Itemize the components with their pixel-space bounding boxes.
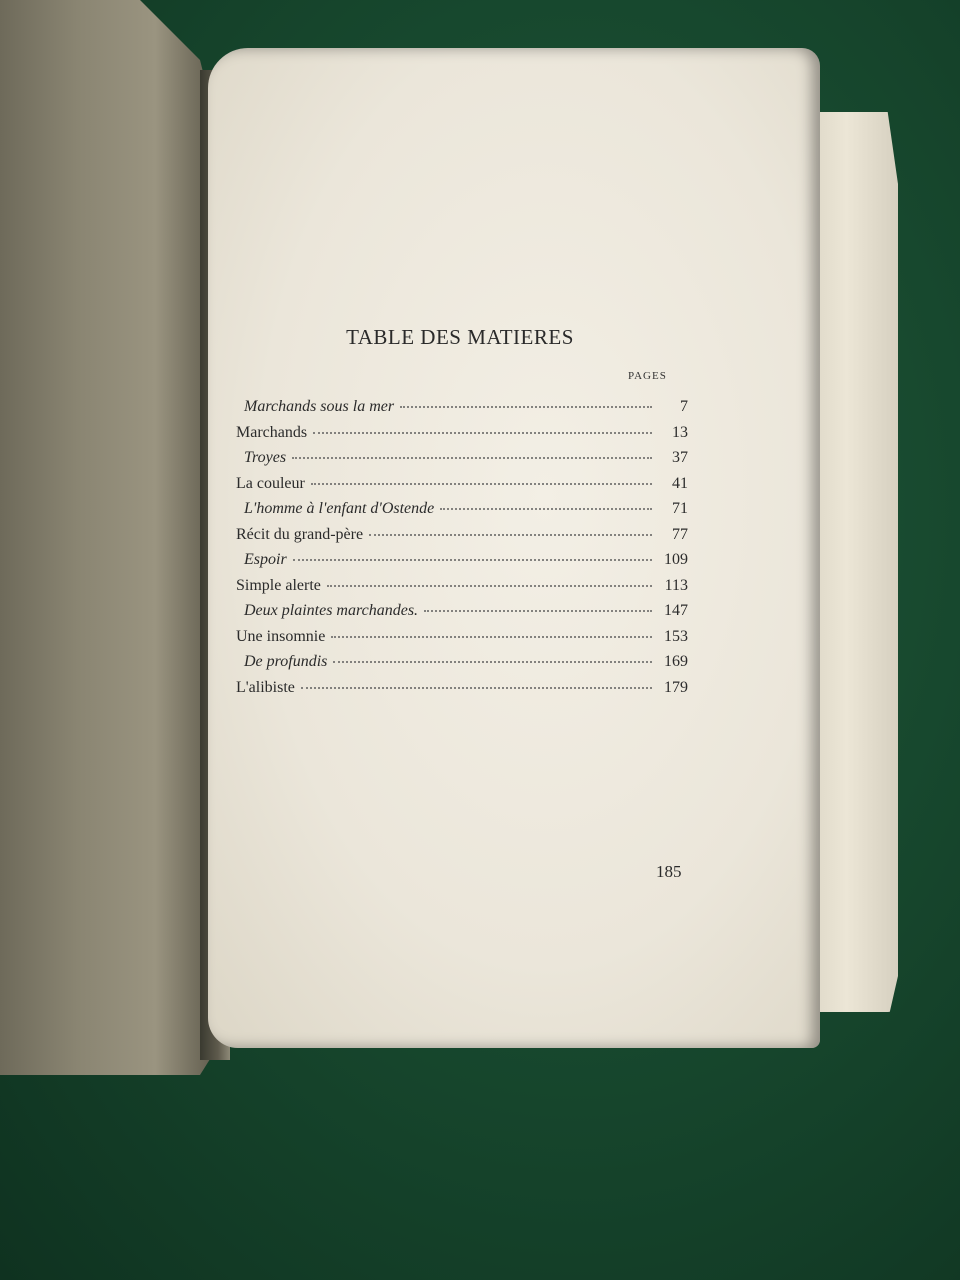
toc-entry-page: 71 — [672, 500, 688, 517]
toc-entry-page: 113 — [664, 576, 688, 594]
toc-entry-title: Deux plaintes marchandes. — [244, 602, 419, 619]
toc-entry-page: 179 — [664, 678, 688, 696]
toc-entry-title: Récit du grand-père — [236, 525, 364, 543]
toc-leader-dots — [311, 482, 652, 485]
toc-entry — [236, 398, 688, 424]
toc-entry — [236, 449, 688, 475]
toc-entry-title: De profundis — [244, 653, 328, 670]
toc-entry — [236, 475, 688, 501]
toc-entry-page: 37 — [672, 449, 688, 466]
toc-entry-title: La couleur — [236, 474, 305, 492]
toc-leader-dots — [301, 686, 652, 689]
toc-entry-page: 13 — [672, 423, 688, 441]
toc-entry — [236, 602, 688, 628]
toc-entry — [236, 653, 688, 679]
toc-entry-page: 7 — [680, 398, 688, 415]
toc-entry-title: L'alibiste — [236, 678, 295, 696]
toc-entry-title: Simple alerte — [236, 576, 321, 594]
toc-leader-dots — [400, 405, 652, 408]
toc-entry-title: Espoir — [244, 551, 287, 568]
toc-leader-dots — [369, 533, 652, 536]
toc-leader-dots — [293, 558, 652, 561]
toc-leader-dots — [440, 507, 652, 510]
toc-entry-title: Une insomnie — [236, 627, 326, 645]
toc-leader-dots — [327, 584, 652, 587]
toc-entry-page: 147 — [664, 602, 688, 619]
toc-entry-title: Troyes — [244, 449, 287, 466]
toc-entry — [236, 424, 688, 450]
toc-leader-dots — [424, 609, 652, 612]
toc-entry-page: 169 — [664, 653, 688, 670]
toc-entry — [236, 500, 688, 526]
page-title: TABLE DES MATIERES — [346, 325, 574, 349]
toc-entry-page: 153 — [664, 627, 688, 645]
toc-leader-dots — [313, 431, 652, 434]
toc-entry — [236, 679, 688, 705]
toc-entry-title: Marchands — [236, 423, 308, 441]
left-facing-page — [0, 0, 222, 1075]
pages-column-label: PAGES — [628, 370, 667, 382]
toc-entry-title: L'homme à l'enfant d'Ostende — [244, 500, 435, 517]
toc-leader-dots — [333, 660, 652, 663]
toc-entry-title: Marchands sous la mer — [244, 398, 395, 415]
toc-entry — [236, 526, 688, 552]
toc-entry — [236, 551, 688, 577]
toc-entry-page: 109 — [664, 551, 688, 568]
toc-entry-page: 77 — [672, 525, 688, 543]
toc-entry — [236, 628, 688, 654]
toc-leader-dots — [292, 456, 652, 459]
page-number: 185 — [656, 862, 682, 881]
toc-entry-page: 41 — [672, 474, 688, 492]
toc-entry — [236, 577, 688, 603]
toc-leader-dots — [331, 635, 652, 638]
table-of-contents — [236, 398, 688, 704]
